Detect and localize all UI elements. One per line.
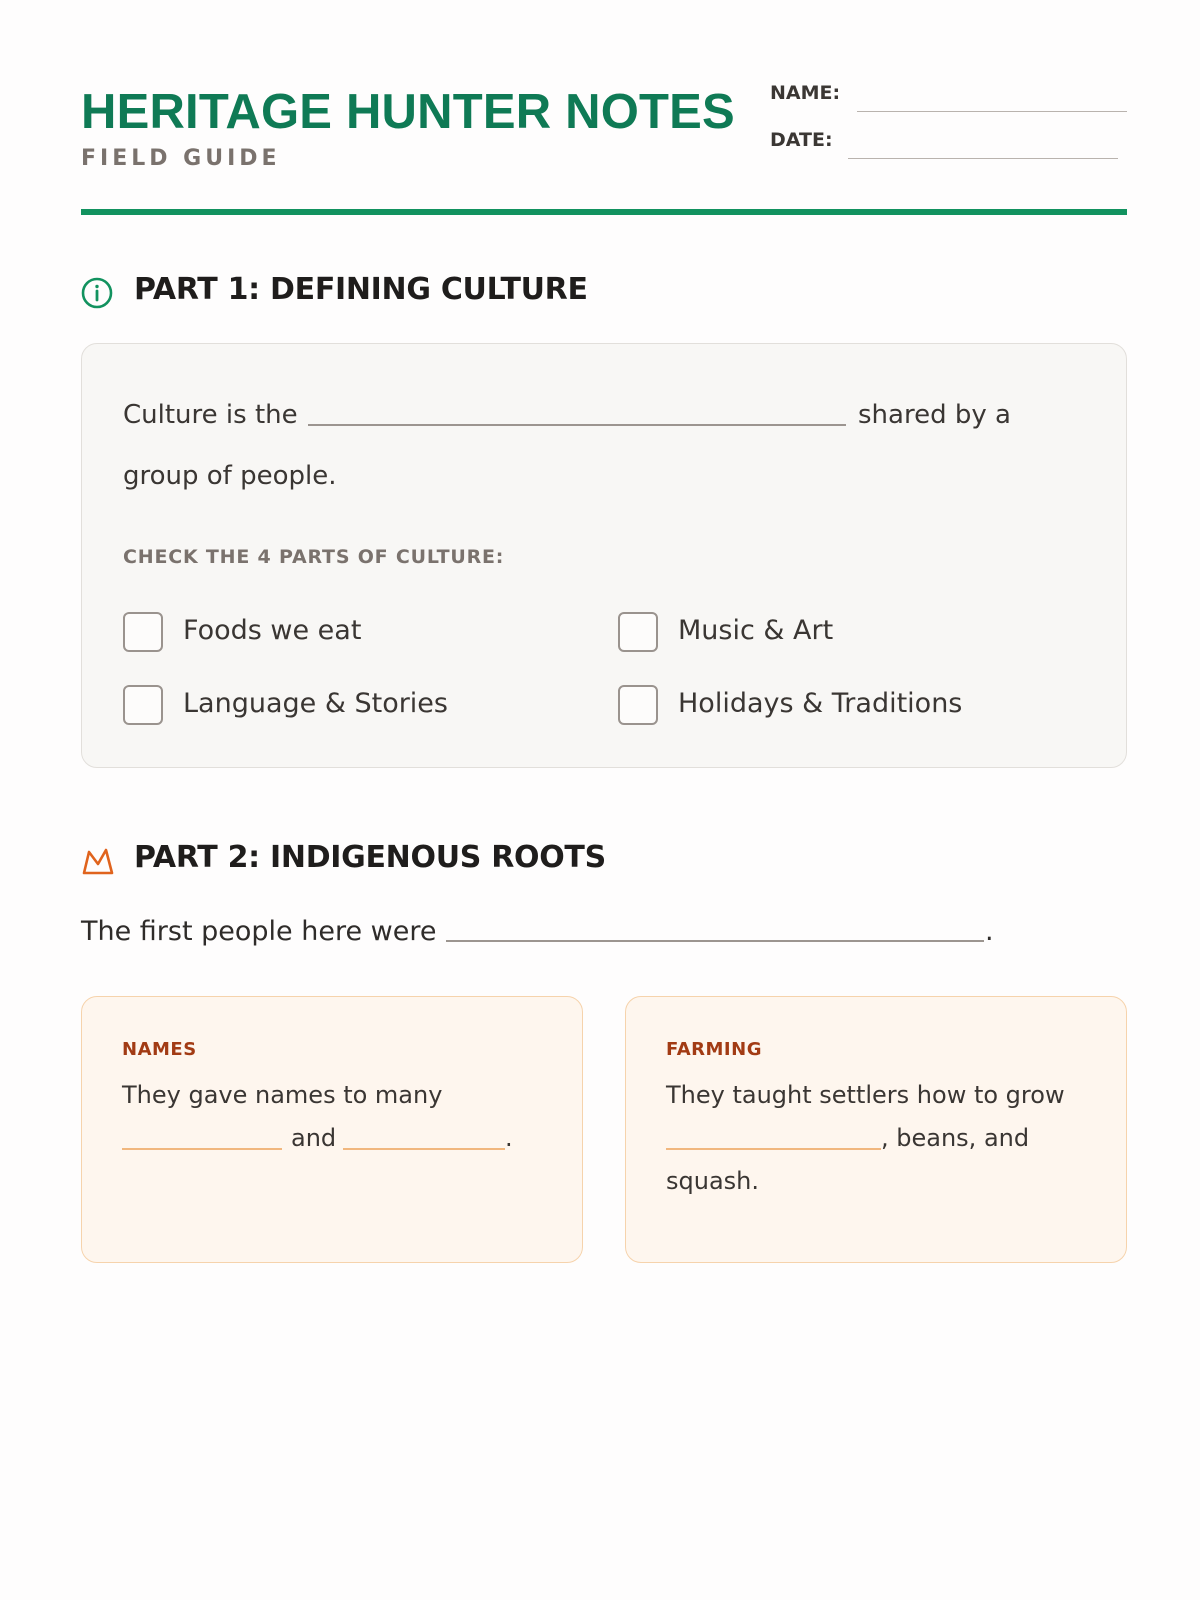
checkbox[interactable] (123, 685, 163, 725)
farming-card (625, 996, 1127, 1263)
name-field[interactable] (857, 111, 1127, 112)
checklist-heading: CHECK THE 4 PARTS OF CULTURE: (123, 546, 505, 568)
definition-start: Culture is the (123, 400, 298, 430)
definition-end: group of people. (123, 461, 337, 491)
names-card (81, 996, 583, 1263)
checkbox[interactable] (618, 612, 658, 652)
checklist-item[interactable] (618, 685, 1038, 725)
farming-blank[interactable] (666, 1148, 881, 1150)
checklist-item[interactable] (123, 612, 543, 652)
worksheet-title: HERITAGE HUNTER NOTES (81, 85, 735, 139)
checklist-label: Holidays & Traditions (678, 688, 963, 719)
checkbox[interactable] (618, 685, 658, 725)
checklist-item[interactable] (123, 685, 543, 725)
card-tag: NAMES (122, 1039, 197, 1060)
card-text: and (291, 1124, 337, 1152)
worksheet-page (81, 0, 1127, 1600)
part1-heading (81, 272, 781, 312)
date-field[interactable] (848, 158, 1118, 159)
checklist-label: Language & Stories (183, 688, 448, 719)
worksheet-header (81, 80, 1127, 215)
first-people-prompt: The first people here were (81, 916, 437, 947)
card-text: They taught settlers how to grow (666, 1081, 1065, 1109)
card-tag: FARMING (666, 1039, 762, 1060)
culture-definition-card (81, 343, 1127, 768)
names-blank-1[interactable] (122, 1148, 282, 1150)
culture-definition-blank[interactable] (308, 424, 846, 426)
date-label: DATE: (770, 129, 833, 151)
definition-mid: shared by a (858, 400, 1011, 430)
checklist-item[interactable] (618, 612, 1038, 652)
mountain-icon (81, 844, 115, 878)
card-text: squash. (666, 1167, 759, 1195)
checklist-label: Foods we eat (183, 615, 362, 646)
part2-heading (81, 840, 781, 880)
name-label: NAME: (770, 82, 841, 104)
part2-title: PART 2: INDIGENOUS ROOTS (134, 840, 606, 875)
card-text: , beans, and (881, 1124, 1030, 1152)
card-text: . (505, 1124, 513, 1152)
card-text: They gave names to many (122, 1081, 443, 1109)
first-people-blank[interactable] (446, 940, 984, 942)
first-people-period: . (985, 916, 994, 947)
header-divider (81, 209, 1127, 215)
worksheet-subtitle: FIELD GUIDE (81, 146, 281, 171)
names-blank-2[interactable] (343, 1148, 505, 1150)
part1-title: PART 1: DEFINING CULTURE (134, 272, 588, 307)
checklist-label: Music & Art (678, 615, 834, 646)
info-circle-icon (81, 276, 115, 310)
checkbox[interactable] (123, 612, 163, 652)
